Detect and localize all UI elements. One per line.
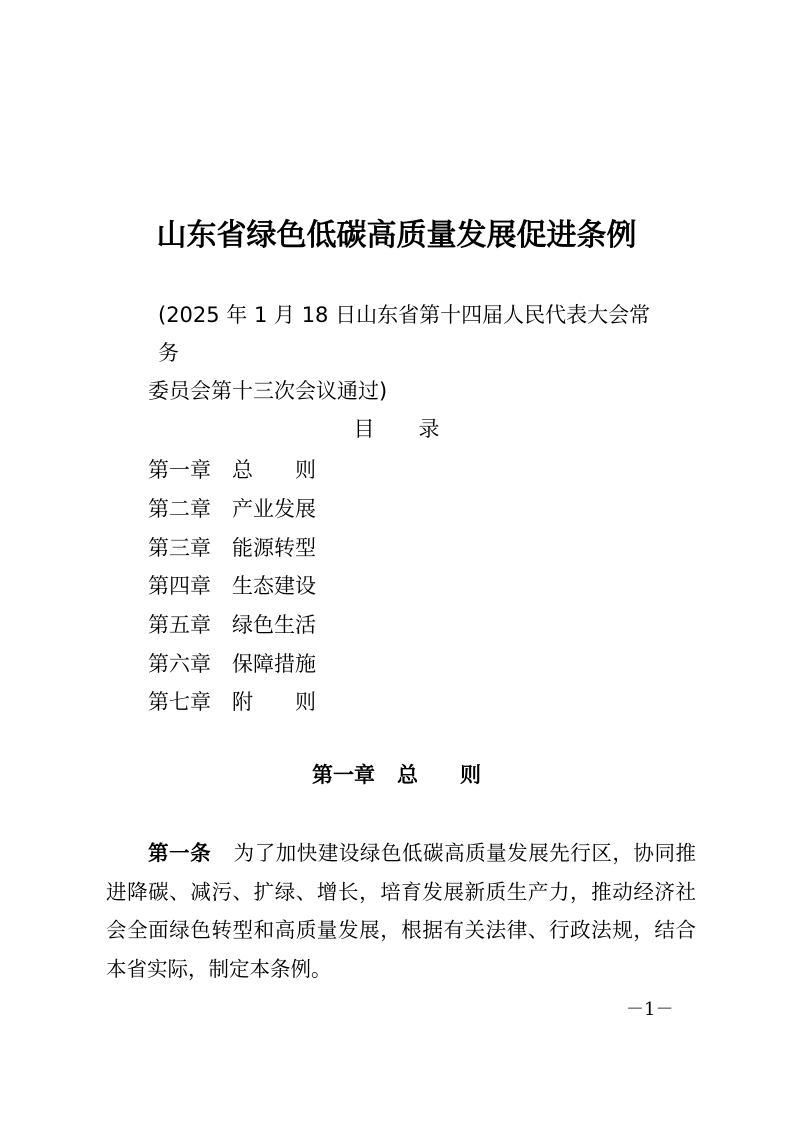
adoption-note-line-1: (2025 年 1 月 18 日山东省第十四届人民代表大会常务 xyxy=(158,303,651,365)
toc-item-chapter-5 xyxy=(148,605,548,644)
toc-chapter-number: 第五章 xyxy=(148,613,211,638)
toc-chapter-name: 保障措施 xyxy=(232,651,316,676)
toc-chapter-name: 生态建设 xyxy=(232,574,316,599)
toc-chapter-name: 能源转型 xyxy=(232,535,316,560)
toc-item-chapter-6 xyxy=(148,643,548,682)
toc-heading-char-2: 录 xyxy=(418,417,440,441)
page-number: －1－ xyxy=(626,999,674,1020)
toc-chapter-name: 附 则 xyxy=(232,690,316,715)
article-1 xyxy=(106,834,696,988)
toc-item-chapter-7 xyxy=(148,682,548,721)
toc-chapter-number: 第二章 xyxy=(148,497,211,522)
toc-heading xyxy=(0,412,793,446)
adoption-note xyxy=(148,296,668,410)
toc-item-chapter-3 xyxy=(148,527,548,566)
adoption-note-line-2: 委员会第十三次会议通过) xyxy=(148,379,388,403)
chapter-heading xyxy=(0,758,793,792)
toc-item-chapter-1 xyxy=(148,450,548,489)
toc-item-chapter-4 xyxy=(148,566,548,605)
toc-chapter-number: 第三章 xyxy=(148,535,211,560)
article-text: 为了加快建设绿色低碳高质量发展先行区，协同推进降碳、减污、扩绿、增长，培育发展新质生产力，推动经济社会全面绿色转型和高质量发展，根据有关法律、行政法规，结合本省实际，制定本条例。 xyxy=(106,841,697,981)
toc-chapter-number: 第一章 xyxy=(148,458,211,483)
document-title: 山东省绿色低碳高质量发展促进条例 xyxy=(156,218,637,253)
toc-item-chapter-2 xyxy=(148,489,548,528)
chapter-heading-number: 第一章 xyxy=(312,763,375,787)
toc-chapter-name: 产业发展 xyxy=(232,497,316,522)
toc-chapter-name: 总 则 xyxy=(232,458,316,483)
article-label: 第一条 xyxy=(148,841,212,865)
toc-chapter-name: 绿色生活 xyxy=(232,613,316,638)
table-of-contents xyxy=(148,450,548,721)
chapter-heading-name: 总 则 xyxy=(397,763,481,787)
toc-chapter-number: 第七章 xyxy=(148,690,211,715)
toc-heading-char-1: 目 xyxy=(353,417,375,441)
toc-chapter-number: 第六章 xyxy=(148,651,211,676)
toc-chapter-number: 第四章 xyxy=(148,574,211,599)
